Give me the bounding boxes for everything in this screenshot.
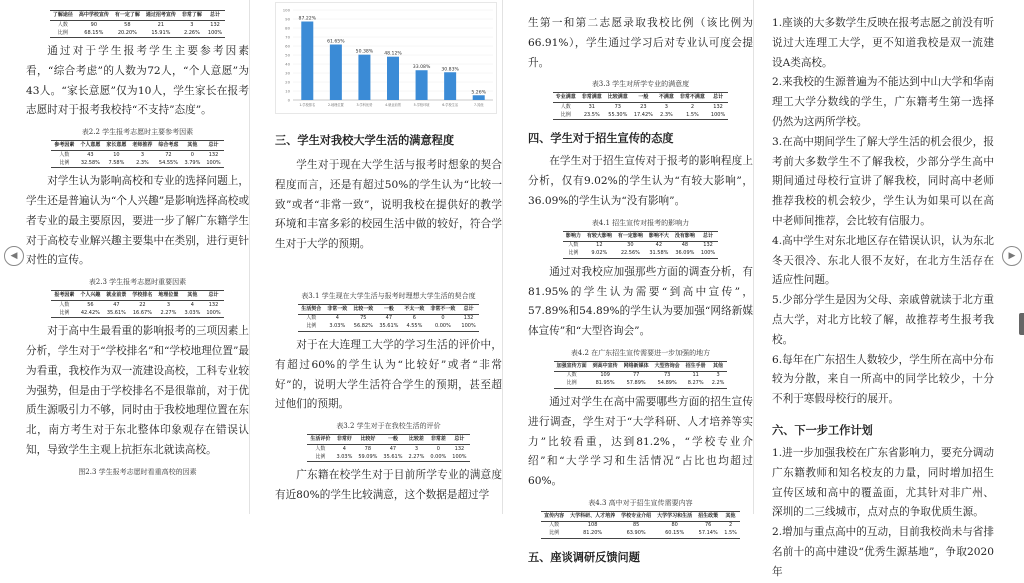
paragraph: 学生对于现在大学生活与报考时想象的契合程度而言，还是有超过50%的学生认为“比较一致”或者“非常一致”，说明我校在提供好的教学环境和丰富多彩的校园生活中做的较好，符合学生对于大学的预期。: [275, 159, 502, 251]
table-header-cell: 影响力: [563, 231, 584, 241]
table-cell: 2.26%: [179, 29, 205, 38]
list-item: 1.座谈的大多数学生反映在报考志愿之前没有听说过大连理工大学，更不知道我校是双一流建设A类高校。: [772, 17, 994, 69]
data-label: 30.83%: [441, 67, 459, 73]
table-top: [26, 10, 249, 38]
table-row: [563, 241, 718, 250]
table-caption: 表3.3 学生对所学专业的满意度: [591, 80, 690, 89]
page-column-4: [762, 0, 994, 578]
table-caption: 表4.2 在广东招生宣传需要进一步加强的地方: [570, 348, 711, 357]
paragraph: 在学生对于招生宣传对于报考的影响程度上分析，仅有9.02%的学生认为“有较大影响”，36.09%的学生认为“没有影响”。: [528, 155, 753, 207]
table-header-cell: 影响不大: [646, 231, 672, 241]
table-cell: 81.95%: [590, 380, 621, 389]
table-header-cell: 非常不一致: [427, 304, 458, 314]
data-table: [50, 10, 225, 38]
table-caption: 表3.1 学生现在大学生活与报考时理想大学生活的契合度: [301, 291, 476, 300]
table-cell: 比例: [553, 111, 579, 120]
y-tick-label: 100: [282, 7, 290, 13]
table-header-cell: 参考因素: [51, 141, 77, 151]
table-header-cell: 一般: [376, 304, 401, 314]
table-cell: 9.02%: [584, 250, 615, 259]
table-cell: 31: [588, 103, 595, 110]
page-column-2: [265, 0, 503, 514]
table-header-cell: 其他: [709, 361, 728, 371]
table-3-3: [528, 92, 753, 120]
table-header-cell: 学校专业介绍: [618, 511, 654, 521]
y-tick-label: 60: [285, 43, 290, 49]
table-cell: 3: [664, 103, 668, 110]
table-header-cell: 到高中宣传: [590, 361, 621, 371]
table-cell: 人数: [560, 103, 571, 110]
chart-bar: [473, 95, 485, 100]
table-cell: 4: [190, 301, 194, 308]
table-row: [554, 380, 728, 389]
table-header-cell: 有较大影响: [584, 231, 615, 241]
page-column-1: [26, 0, 250, 514]
table-cell: 43: [87, 151, 94, 158]
table-cell: 73: [663, 372, 671, 379]
bar-chart-svg: [275, 2, 497, 114]
table-header-cell: 总计: [449, 435, 469, 445]
table-cell: 31.58%: [646, 250, 672, 259]
table-caption: 表2.3 学生报考志愿时重要因素: [88, 278, 187, 287]
table-header-cell: 宣传内容: [541, 511, 567, 521]
table-header-cell: 非常了解: [179, 11, 205, 21]
table-cell: 36.09%: [672, 250, 698, 259]
table-cell: 85: [632, 522, 640, 529]
table-header-cell: 不太一致: [401, 304, 427, 314]
table-cell: 人数: [59, 151, 70, 158]
table-cell: 比例: [541, 530, 567, 539]
table-cell: 2: [728, 522, 733, 529]
table-header-cell: 比较一致: [350, 304, 376, 314]
table-row: [51, 159, 223, 168]
table-cell: 56: [87, 301, 94, 308]
table-cell: 35.61%: [376, 323, 401, 332]
chart-bar: [444, 72, 456, 100]
table-cell: 比例: [50, 29, 76, 38]
table-cell: 75: [360, 315, 367, 322]
table-cell: 132: [713, 103, 723, 110]
table-cell: 15.91%: [143, 29, 179, 38]
table-header-cell: 非常一致: [324, 304, 350, 314]
section-heading: 六、下一步工作计划: [772, 423, 873, 437]
table-cell: 54.89%: [652, 380, 683, 389]
table-header-cell: 有一定影响: [615, 231, 646, 241]
table-cell: 1.5%: [677, 111, 708, 120]
table-cell: 1.5%: [721, 530, 740, 539]
table-cell: 人数: [566, 372, 577, 379]
table-cell: 10: [113, 151, 120, 158]
table-cell: 54.55%: [155, 159, 181, 168]
table-header-cell: 一般: [631, 93, 656, 103]
table-cell: 2.27%: [405, 453, 427, 462]
data-label: 87.22%: [298, 16, 317, 22]
data-label: 5.26%: [471, 90, 487, 96]
table-header-cell: 非常好: [333, 435, 355, 445]
table-cell: 100%: [449, 453, 469, 462]
table-header-cell: 地理位置: [155, 291, 181, 301]
data-table: [554, 361, 728, 389]
x-tick-label: 5.学校环境: [413, 103, 430, 107]
table-header-cell: 总计: [203, 291, 223, 301]
y-tick-label: 0: [287, 97, 290, 103]
table-cell: 48: [681, 242, 689, 249]
table-header-cell: 其他: [181, 141, 203, 151]
list-item: 2.来我校的生源普遍为不能达到中山大学和华南理工大学分数线的学生，广东籍考生第一选择仍然为这两所学校。: [772, 76, 994, 128]
table-row: [307, 453, 469, 462]
data-table: [51, 140, 223, 168]
table-4-3: [528, 511, 753, 539]
y-tick-label: 10: [285, 88, 290, 94]
table-cell: 23.5%: [579, 111, 605, 120]
table-cell: 0: [190, 151, 194, 158]
table-cell: 73: [614, 103, 621, 110]
x-tick-label: 4.就业前景: [385, 103, 401, 107]
table-row: [298, 314, 478, 323]
table-cell: 63.90%: [618, 530, 654, 539]
table-caption: 表4.3 高中对于招生宣传需要内容: [588, 498, 693, 507]
table-cell: 68.15%: [76, 29, 112, 38]
table-cell: 人数: [59, 301, 70, 308]
table-cell: 4: [335, 315, 339, 322]
table-cell: 77: [632, 372, 640, 379]
table-header-cell: 一般: [380, 435, 405, 445]
table-cell: 人数: [306, 315, 317, 322]
table-cell: 47: [389, 445, 397, 452]
table-header-cell: 生活评价: [307, 435, 333, 445]
table-3-2: [275, 434, 502, 462]
table-cell: 22.56%: [615, 250, 646, 259]
table-cell: 60.15%: [654, 530, 695, 539]
data-table: [51, 290, 223, 318]
table-cell: 比例: [51, 159, 77, 168]
table-cell: 2.2%: [709, 380, 728, 389]
table-header-cell: 大学学习和生活: [654, 511, 695, 521]
table-header-cell: 老师推荐: [129, 141, 155, 151]
table-header-cell: 就业前景: [103, 291, 129, 301]
table-header-cell: 通过招考宣传: [143, 11, 179, 21]
table-header-cell: 其他: [181, 291, 203, 301]
table-header-cell: 总计: [203, 141, 223, 151]
table-cell: 人数: [549, 522, 560, 529]
paragraph: 通过对学生在高中需要哪些方面的招生宣传进行调查，学生对于“大学科研、人才培养等实力”比较看重，达到81.2%，“学校专业介绍”和“大学学习和生活情况”占比也均超过60%。: [528, 395, 753, 488]
table-cell: 3: [190, 21, 194, 28]
chart-bar: [301, 22, 313, 100]
table-header-cell: 综合考虑: [155, 141, 181, 151]
paragraph: 对学生认为影响高校和专业的选择问题上，学生还是普遍认为“个人兴趣”是影响选择高校或者专业的最主要原因，要进一步了解广东籍学生对于高校专业解兴趣主要集中在类别，进行更针对性的宣传。: [26, 175, 249, 267]
y-tick-label: 30: [285, 70, 290, 76]
table-cell: 16.67%: [129, 309, 155, 318]
table-cell: 42: [655, 242, 663, 249]
list-item: 3.在高中期间学生了解大学生活的机会很少，报考前大多数学生不了解我校，少部分学生高中期间通过母校行宣讲了解我校，同时高中老师推荐我校的机会较少，学生认为如果可以在高中老师间推荐，会比较有信服力。: [772, 135, 994, 227]
table-caption: 表2.2 学生报考志愿时主要参考因素: [81, 128, 194, 137]
table-header-cell: 报考因素: [51, 291, 77, 301]
table-header-cell: 招生政策: [695, 511, 721, 521]
table-header-cell: 比较满意: [605, 93, 631, 103]
x-tick-label: 1.学校排名: [299, 103, 316, 107]
side-scroll-tab[interactable]: [1019, 313, 1024, 335]
table-cell: 108: [587, 522, 598, 529]
table-cell: 57.14%: [695, 530, 721, 539]
table-header-cell: 了解途径: [50, 11, 76, 21]
x-tick-label: 6.学校生活: [442, 103, 459, 107]
table-cell: 6: [412, 315, 416, 322]
table-header-cell: 大学科研、人才培养: [567, 511, 618, 521]
table-cell: 3: [166, 301, 171, 308]
table-row: [554, 371, 728, 380]
table-row: [563, 250, 718, 259]
x-tick-label: 2.地理位置: [327, 103, 344, 107]
section-heading: 四、学生对于招生宣传的态度: [528, 132, 674, 146]
table-row: [541, 521, 740, 530]
paragraph: 生第一和第二志愿录取我校比例（该比例为66.91%），学生通过学习后对专业认可度会提升。: [528, 17, 753, 69]
table-cell: 比例: [307, 453, 333, 462]
table-cell: 72: [165, 151, 172, 158]
data-table: [563, 231, 718, 259]
table-cell: 55.30%: [605, 111, 631, 120]
figure-caption: 图2.3 学生报考志愿时看重高校的因素: [78, 467, 197, 476]
table-cell: 59.09%: [355, 453, 380, 462]
table-cell: 81.20%: [567, 530, 618, 539]
table-cell: 3: [140, 151, 144, 158]
table-cell: 23: [640, 103, 647, 110]
table-row: [541, 530, 740, 539]
table-cell: 7.58%: [103, 159, 129, 168]
table-cell: 8.27%: [683, 380, 709, 389]
table-cell: 58: [124, 21, 131, 28]
table-4-2: [528, 361, 753, 389]
table-cell: 3: [716, 372, 720, 379]
y-tick-label: 80: [285, 25, 290, 31]
table-header-cell: 总计: [205, 11, 225, 21]
table-header-cell: 个人兴趣: [77, 291, 103, 301]
table-cell: 0.00%: [427, 323, 458, 332]
y-tick-label: 90: [285, 16, 290, 22]
table-cell: 132: [454, 445, 465, 452]
page-column-3: [518, 0, 754, 564]
table-cell: 100%: [205, 29, 225, 38]
data-label: 61.65%: [327, 39, 345, 45]
x-tick-label: 3.学科优势: [356, 103, 373, 107]
table-header-cell: 有一定了解: [112, 11, 143, 21]
table-cell: 132: [463, 315, 474, 322]
table-header-cell: 比较好: [355, 435, 380, 445]
y-tick-label: 20: [285, 79, 290, 85]
table-header-cell: 非常差: [427, 435, 449, 445]
table-cell: 100%: [708, 111, 728, 120]
table-header-cell: 没有影响: [672, 231, 698, 241]
table-header-cell: 加强宣传方面: [554, 361, 590, 371]
chart-bar: [330, 45, 342, 100]
table-header-cell: 不满意: [656, 93, 677, 103]
table-header-cell: 专业满意: [553, 93, 579, 103]
list-item: 1.进一步加强我校在广东省影响力，要充分调动广东籍教师和知名校友的力量，同时增加招生宣传区域和高中的覆盖面，尤其针对非广州、深圳的二三线城市，点对点的争取优质生源。: [772, 446, 994, 519]
section-heading: 三、学生对我校大学生活的满意程度: [275, 134, 455, 147]
table-cell: 人数: [315, 445, 326, 452]
paragraph: 广东籍在校学生对于目前所学专业的满意度有近80%的学生比较满意，这个数据是超过学: [275, 469, 502, 501]
table-cell: 0: [436, 445, 440, 452]
table-row: [50, 29, 225, 38]
data-table: [541, 511, 740, 539]
table-cell: 2.3%: [129, 159, 155, 168]
table-header-cell: 比较差: [405, 435, 427, 445]
table-header-cell: 家长意愿: [103, 141, 129, 151]
table-cell: 47: [113, 301, 120, 308]
next-page-button[interactable]: [1002, 246, 1022, 266]
table-cell: 80: [671, 522, 678, 529]
table-4-1: [528, 231, 753, 259]
section-heading: 五、座谈调研反馈问题: [528, 550, 640, 564]
table-cell: 22: [139, 301, 146, 308]
chevron-left-icon: ◀: [10, 251, 18, 261]
table-cell: 132: [703, 242, 713, 249]
table-cell: 3.79%: [181, 159, 203, 168]
chart-bar: [416, 70, 428, 100]
table-cell: 比例: [554, 380, 590, 389]
table-cell: 11: [692, 372, 699, 379]
table-row: [50, 21, 225, 30]
data-label: 48.12%: [384, 51, 402, 57]
table-row: [307, 445, 469, 454]
list-item: 4.高中学生对东北地区存在错误认识，认为东北冬天很冷、东北人很不友好，在北方生活存在适应性问题。: [772, 234, 994, 287]
table-cell: 比例: [563, 250, 584, 259]
y-tick-label: 70: [285, 34, 290, 40]
table-header-cell: 招生手册: [683, 361, 709, 371]
paragraph: 对于高中生最看重的影响报考的三项因素上分析，学生对于“学校排名”和“学校地理位置”最为看重，我校作为双一流建设高校，工科专业较为强势，但是由于学校排名不是很靠前，对于优质生源吸引力不够，同时由于我校地理位置在东北，南方考生对于东北整体印象观存在错误认知，导致学生主观上抗拒东北就读高校。: [26, 325, 249, 456]
list-item: 6.每年在广东招生人数较少，学生所在高中分布较为分散，来自一所高中的同学比较少，十分不利于寒假母校行的展开。: [772, 353, 994, 406]
table-cell: 17.42%: [631, 111, 656, 120]
table-cell: 比例: [51, 309, 77, 318]
table-cell: 比例: [298, 323, 324, 332]
table-cell: 47: [385, 315, 393, 322]
table-cell: 21: [157, 21, 165, 28]
table-3-1: [275, 304, 502, 332]
table-cell: 32.58%: [77, 159, 103, 168]
data-label: 50.38%: [355, 49, 374, 55]
table-caption: 表4.1 招生宣传对报考的影响力: [591, 218, 690, 227]
data-label: 33.08%: [412, 65, 431, 71]
table-cell: 12: [596, 242, 603, 249]
table-cell: 0.00%: [427, 453, 449, 462]
data-table: [307, 434, 469, 462]
table-cell: 100%: [203, 309, 223, 318]
table-header-cell: 总计: [698, 231, 718, 241]
table-header-cell: 网络新媒体: [621, 361, 652, 371]
table-row: [51, 309, 223, 318]
table-row: [298, 323, 478, 332]
paragraph: 通过对于学生报考学生主要参考因素看，“综合考虑”的人数为72人，“个人意愿”为43人。“家长意愿”仅为10人，学生家长在报考志愿时对于报考我校持“不支持”态度”。: [26, 45, 249, 117]
table-cell: 76: [704, 522, 712, 529]
table-header-cell: 个人意愿: [77, 141, 103, 151]
table-cell: 20.20%: [112, 29, 143, 38]
table-cell: 35.61%: [380, 453, 405, 462]
previous-page-button[interactable]: [4, 246, 24, 266]
table-cell: 132: [210, 21, 220, 28]
table-header-cell: 大型咨询会: [652, 361, 683, 371]
table-cell: 57.89%: [621, 380, 652, 389]
table-cell: 100%: [203, 159, 223, 168]
table-cell: 3.03%: [324, 323, 350, 332]
table-row: [51, 301, 223, 310]
table-cell: 4: [342, 445, 346, 452]
bar-chart: [275, 2, 502, 118]
data-table: [298, 304, 478, 332]
table-cell: 100%: [698, 250, 718, 259]
table-cell: 132: [208, 301, 219, 308]
table-header-cell: 总计: [458, 304, 478, 314]
table-cell: 109: [600, 372, 610, 379]
table-cell: 2.27%: [155, 309, 181, 318]
table-row: [51, 151, 223, 160]
table-cell: 30: [627, 242, 634, 249]
paragraph: 对于在大连理工大学的学习生活的评价中，有超过60%的学生认为“比较好”或者“非常好”的，说明大学生活符合学生的预期，甚至超过他们的预期。: [275, 338, 502, 411]
table-header-cell: 高中学校宣传: [76, 11, 112, 21]
table-cell: 2.3%: [656, 111, 677, 120]
table-header-cell: 非常满意: [579, 93, 605, 103]
chevron-right-icon: ▶: [1008, 251, 1016, 261]
table-row: [553, 103, 728, 112]
table-cell: 4.55%: [401, 323, 427, 332]
table-2-2: [26, 140, 249, 168]
table-cell: 42.42%: [77, 309, 103, 318]
table-header-cell: 非常不满意: [677, 93, 708, 103]
table-cell: 人数: [57, 21, 68, 28]
table-2-3: [26, 290, 249, 318]
table-cell: 35.61%: [103, 309, 129, 318]
list-item: 2.增加与重点高中的互动，目前我校尚未与省排名前十的高中建设“优秀生源基地”，争取2020年: [772, 526, 994, 578]
table-cell: 人数: [568, 242, 579, 249]
table-cell: 56.82%: [350, 323, 376, 332]
chart-bar: [358, 55, 370, 100]
table-header-cell: 生活契合: [298, 304, 324, 314]
paragraph: 通过对我校应加强那些方面的调查分析，有81.95%的学生认为需要“到高中宣传”，57.89%和54.89%的学生认为要加强“网络新媒体宣传”和“大型咨询会”。: [528, 265, 753, 338]
table-cell: 2: [690, 103, 694, 110]
table-row: [553, 111, 728, 120]
table-header-cell: 总计: [708, 93, 728, 103]
table-cell: 90: [90, 21, 98, 28]
data-table: [553, 92, 728, 120]
table-header-cell: 其他: [721, 511, 740, 521]
table-cell: 3: [414, 445, 419, 452]
chart-bar: [387, 57, 399, 100]
list-item: 5.少部分学生是因为父母、亲戚曾就读于北方重点大学，对北方比较了解，故推荐考生报考我校。: [772, 294, 994, 346]
table-cell: 0: [441, 315, 445, 322]
table-caption: 表3.2 学生对于在我校生活的评价: [336, 422, 441, 431]
table-cell: 132: [208, 151, 219, 158]
table-cell: 100%: [458, 323, 478, 332]
y-tick-label: 50: [285, 52, 290, 58]
table-cell: 78: [364, 445, 372, 452]
table-cell: 3.03%: [333, 453, 355, 462]
table-cell: 3.03%: [181, 309, 203, 318]
x-tick-label: 7.其他: [474, 103, 484, 107]
y-tick-label: 40: [285, 61, 290, 67]
table-header-cell: 学校排名: [129, 291, 155, 301]
